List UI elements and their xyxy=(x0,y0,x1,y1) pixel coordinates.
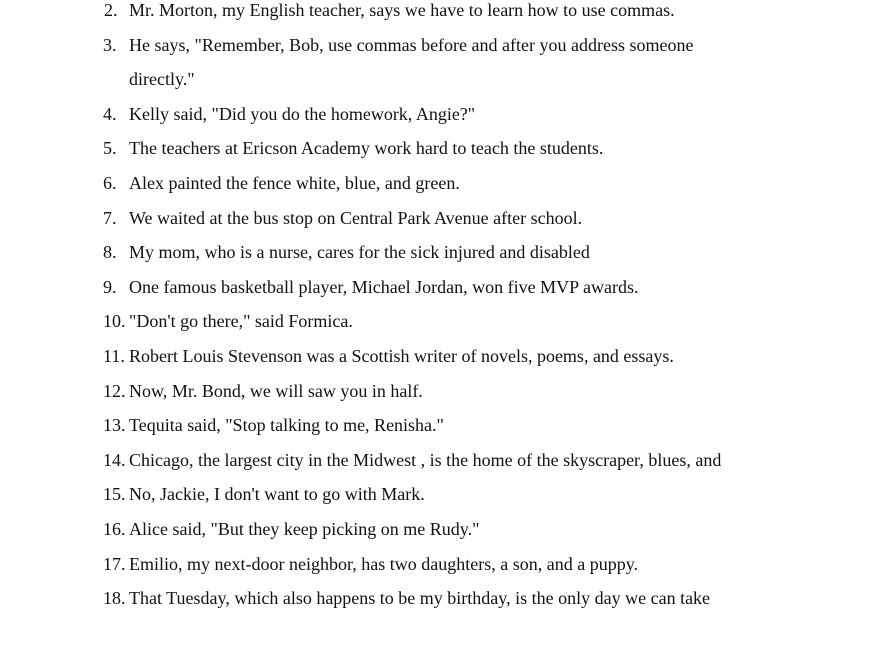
list-item xyxy=(0,443,880,478)
item-text-continued: directly." xyxy=(129,69,195,90)
item-text: No, Jackie, I don't want to go with Mark. xyxy=(129,484,425,505)
item-text: Alex painted the fence white, blue, and green. xyxy=(129,172,460,193)
item-text: Now, Mr. Bond, we will saw you in half. xyxy=(129,380,423,401)
item-number: 15. xyxy=(103,484,126,505)
item-text: Kelly said, "Did you do the homework, Angie?" xyxy=(129,103,476,124)
item-number: 11. xyxy=(103,345,125,366)
item-text: Emilio, my next-door neighbor, has two daughters, a son, and a puppy. xyxy=(129,553,639,574)
list-item xyxy=(0,374,880,409)
item-number: 17. xyxy=(103,553,126,574)
item-text: That Tuesday, which also happens to be my birthday, is the only day we can take xyxy=(129,588,711,609)
item-text: My mom, who is a nurse, cares for the sick injured and disabled xyxy=(129,242,590,263)
item-number: 7. xyxy=(103,207,117,228)
list-item xyxy=(0,201,880,236)
item-number: 13. xyxy=(103,415,126,436)
item-number: 16. xyxy=(103,518,126,539)
item-text: The teachers at Ericson Academy work hard to teach the students. xyxy=(129,138,604,159)
item-number: 14. xyxy=(103,449,126,470)
list-item xyxy=(0,235,880,270)
list-item xyxy=(0,28,880,97)
item-text: We waited at the bus stop on Central Park Avenue after school. xyxy=(129,207,583,228)
item-number: 12. xyxy=(103,380,126,401)
item-text: Mr. Morton, my English teacher, says we have to learn how to use commas. xyxy=(129,0,675,20)
item-text: Alice said, "But they keep picking on me Rudy." xyxy=(129,518,480,539)
item-number: 9. xyxy=(103,276,117,297)
list-item xyxy=(0,0,880,28)
item-number: 8. xyxy=(103,242,117,263)
item-number: 18. xyxy=(103,588,126,609)
list-item xyxy=(0,270,880,305)
item-text: He says, "Remember, Bob, use commas before and after you address someone xyxy=(129,34,694,55)
list-item xyxy=(0,304,880,339)
item-text: One famous basketball player, Michael Jordan, won five MVP awards. xyxy=(129,276,639,297)
item-number: 3. xyxy=(103,34,117,55)
item-number: 10. xyxy=(103,311,126,332)
item-text: Tequita said, "Stop talking to me, Renisha." xyxy=(129,415,444,436)
list-item xyxy=(0,477,880,512)
item-number: 6. xyxy=(103,172,117,193)
list-item xyxy=(0,512,880,547)
item-text: Robert Louis Stevenson was a Scottish writer of novels, poems, and essays. xyxy=(129,345,674,366)
list-item xyxy=(0,339,880,374)
item-text: "Don't go there," said Formica. xyxy=(129,311,353,332)
list-item xyxy=(0,131,880,166)
item-number: 2. xyxy=(104,0,118,20)
list-item xyxy=(0,408,880,443)
list-item xyxy=(0,547,880,582)
list-item xyxy=(0,166,880,201)
list-item xyxy=(0,581,880,616)
item-number: 5. xyxy=(103,138,117,159)
list-item xyxy=(0,97,880,132)
item-text: Chicago, the largest city in the Midwest , is the home of the skyscraper, blues, and xyxy=(129,449,722,470)
item-number: 4. xyxy=(103,103,117,124)
